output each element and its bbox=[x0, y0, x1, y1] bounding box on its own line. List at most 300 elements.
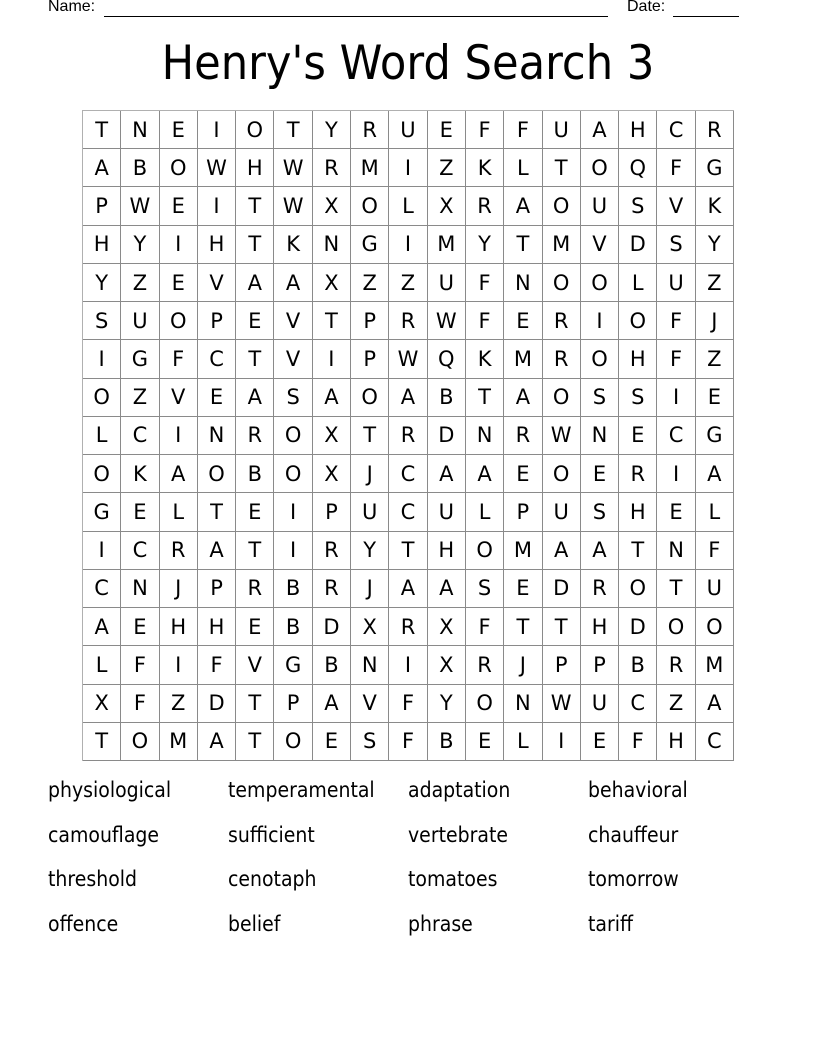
grid-cell: U bbox=[543, 111, 581, 149]
grid-cell: C bbox=[619, 685, 657, 723]
grid-cell: X bbox=[83, 685, 121, 723]
grid-cell: A bbox=[581, 111, 619, 149]
grid-cell: S bbox=[274, 379, 312, 417]
date-blank-line bbox=[673, 16, 739, 17]
grid-cell: V bbox=[274, 302, 312, 340]
grid-cell: G bbox=[696, 149, 734, 187]
grid-cell: F bbox=[389, 723, 427, 761]
grid-cell: F bbox=[389, 685, 427, 723]
grid-cell: V bbox=[236, 646, 274, 684]
grid-cell: T bbox=[236, 187, 274, 225]
grid-cell: R bbox=[657, 646, 695, 684]
grid-cell: A bbox=[581, 532, 619, 570]
grid-cell: O bbox=[696, 608, 734, 646]
grid-cell: A bbox=[696, 455, 734, 493]
grid-cell: Y bbox=[466, 226, 504, 264]
grid-cell: F bbox=[466, 111, 504, 149]
word-list-item: tomatoes bbox=[408, 867, 498, 892]
grid-cell: H bbox=[581, 608, 619, 646]
grid-cell: I bbox=[543, 723, 581, 761]
grid-cell: Y bbox=[121, 226, 159, 264]
grid-cell: R bbox=[619, 455, 657, 493]
grid-cell: V bbox=[198, 264, 236, 302]
word-list-item: cenotaph bbox=[228, 867, 317, 892]
grid-cell: I bbox=[160, 417, 198, 455]
grid-cell: Z bbox=[657, 685, 695, 723]
grid-cell: F bbox=[121, 685, 159, 723]
grid-cell: F bbox=[657, 302, 695, 340]
grid-cell: K bbox=[466, 149, 504, 187]
grid-cell: S bbox=[466, 570, 504, 608]
grid-cell: F bbox=[696, 532, 734, 570]
grid-cell: E bbox=[236, 302, 274, 340]
word-list-item: tomorrow bbox=[588, 867, 679, 892]
grid-cell: T bbox=[236, 723, 274, 761]
grid-cell: O bbox=[619, 570, 657, 608]
grid-cell: A bbox=[389, 570, 427, 608]
grid-cell: P bbox=[198, 570, 236, 608]
grid-cell: P bbox=[581, 646, 619, 684]
grid-cell: B bbox=[313, 646, 351, 684]
grid-cell: M bbox=[696, 646, 734, 684]
grid-cell: W bbox=[121, 187, 159, 225]
grid-cell: L bbox=[83, 417, 121, 455]
grid-cell: O bbox=[351, 187, 389, 225]
grid-cell: K bbox=[121, 455, 159, 493]
grid-cell: E bbox=[466, 723, 504, 761]
grid-cell: Y bbox=[428, 685, 466, 723]
grid-cell: A bbox=[428, 570, 466, 608]
grid-cell: I bbox=[83, 340, 121, 378]
grid-cell: T bbox=[504, 226, 542, 264]
grid-cell: X bbox=[351, 608, 389, 646]
word-list-item: physiological bbox=[48, 778, 172, 802]
grid-cell: M bbox=[351, 149, 389, 187]
grid-cell: E bbox=[160, 187, 198, 225]
grid-cell: G bbox=[121, 340, 159, 378]
grid-cell: M bbox=[504, 340, 542, 378]
grid-cell: F bbox=[504, 111, 542, 149]
grid-cell: A bbox=[696, 685, 734, 723]
grid-cell: O bbox=[466, 532, 504, 570]
grid-cell: F bbox=[657, 340, 695, 378]
grid-cell: X bbox=[428, 187, 466, 225]
grid-cell: E bbox=[121, 608, 159, 646]
grid-cell: U bbox=[428, 264, 466, 302]
grid-cell: I bbox=[83, 532, 121, 570]
grid-cell: W bbox=[198, 149, 236, 187]
grid-cell: D bbox=[428, 417, 466, 455]
grid-cell: P bbox=[504, 493, 542, 531]
grid-cell: T bbox=[313, 302, 351, 340]
grid-cell: H bbox=[83, 226, 121, 264]
name-blank-line bbox=[104, 16, 608, 17]
grid-cell: I bbox=[274, 493, 312, 531]
grid-cell: O bbox=[160, 302, 198, 340]
grid-cell: P bbox=[83, 187, 121, 225]
grid-cell: I bbox=[657, 379, 695, 417]
grid-cell: X bbox=[313, 455, 351, 493]
grid-cell: W bbox=[543, 417, 581, 455]
grid-cell: J bbox=[504, 646, 542, 684]
grid-cell: X bbox=[428, 608, 466, 646]
grid-cell: C bbox=[198, 340, 236, 378]
grid-cell: F bbox=[619, 723, 657, 761]
grid-cell: L bbox=[160, 493, 198, 531]
grid-cell: L bbox=[619, 264, 657, 302]
grid-cell: C bbox=[83, 570, 121, 608]
grid-cell: G bbox=[696, 417, 734, 455]
grid-cell: W bbox=[389, 340, 427, 378]
grid-cell: F bbox=[466, 264, 504, 302]
grid-cell: V bbox=[274, 340, 312, 378]
grid-cell: T bbox=[198, 493, 236, 531]
grid-cell: V bbox=[160, 379, 198, 417]
grid-cell: B bbox=[121, 149, 159, 187]
grid-cell: E bbox=[313, 723, 351, 761]
grid-cell: G bbox=[83, 493, 121, 531]
grid-cell: N bbox=[121, 570, 159, 608]
grid-cell: U bbox=[389, 111, 427, 149]
grid-cell: A bbox=[236, 264, 274, 302]
grid-cell: I bbox=[389, 646, 427, 684]
grid-cell: H bbox=[160, 608, 198, 646]
grid-cell: Q bbox=[619, 149, 657, 187]
grid-cell: A bbox=[428, 455, 466, 493]
grid-cell: C bbox=[121, 532, 159, 570]
grid-cell: O bbox=[619, 302, 657, 340]
grid-cell: E bbox=[428, 111, 466, 149]
grid-cell: R bbox=[313, 149, 351, 187]
grid-cell: A bbox=[466, 455, 504, 493]
grid-cell: A bbox=[160, 455, 198, 493]
word-list-item: temperamental bbox=[228, 778, 375, 802]
grid-cell: B bbox=[274, 608, 312, 646]
grid-cell: A bbox=[313, 685, 351, 723]
word-list-item: sufficient bbox=[228, 822, 315, 847]
word-list-item: behavioral bbox=[588, 778, 688, 802]
grid-cell: H bbox=[619, 111, 657, 149]
grid-cell: A bbox=[313, 379, 351, 417]
grid-cell: G bbox=[274, 646, 312, 684]
grid-cell: P bbox=[351, 302, 389, 340]
grid-cell: N bbox=[466, 417, 504, 455]
grid-cell: E bbox=[160, 264, 198, 302]
grid-cell: Z bbox=[121, 379, 159, 417]
grid-cell: I bbox=[657, 455, 695, 493]
word-list-item: chauffeur bbox=[588, 822, 679, 847]
grid-cell: A bbox=[274, 264, 312, 302]
grid-cell: T bbox=[236, 226, 274, 264]
grid-cell: F bbox=[466, 608, 504, 646]
grid-cell: E bbox=[581, 455, 619, 493]
grid-cell: J bbox=[351, 455, 389, 493]
grid-cell: N bbox=[121, 111, 159, 149]
grid-cell: X bbox=[428, 646, 466, 684]
grid-cell: T bbox=[543, 608, 581, 646]
grid-cell: I bbox=[160, 646, 198, 684]
page-title: Henry's Word Search 3 bbox=[161, 36, 655, 91]
grid-cell: C bbox=[389, 455, 427, 493]
grid-cell: N bbox=[313, 226, 351, 264]
grid-cell: C bbox=[696, 723, 734, 761]
grid-cell: B bbox=[619, 646, 657, 684]
grid-cell: A bbox=[389, 379, 427, 417]
grid-cell: R bbox=[504, 417, 542, 455]
grid-cell: W bbox=[274, 149, 312, 187]
grid-cell: A bbox=[83, 149, 121, 187]
grid-cell: O bbox=[198, 455, 236, 493]
word-list-item: adaptation bbox=[408, 778, 511, 802]
grid-cell: T bbox=[543, 149, 581, 187]
grid-cell: E bbox=[121, 493, 159, 531]
grid-cell: P bbox=[351, 340, 389, 378]
grid-cell: O bbox=[581, 149, 619, 187]
grid-cell: Q bbox=[428, 340, 466, 378]
grid-cell: M bbox=[428, 226, 466, 264]
grid-cell: O bbox=[543, 264, 581, 302]
grid-cell: W bbox=[428, 302, 466, 340]
grid-cell: R bbox=[160, 532, 198, 570]
grid-cell: O bbox=[543, 455, 581, 493]
grid-cell: A bbox=[198, 532, 236, 570]
grid-cell: O bbox=[581, 340, 619, 378]
grid-cell: Y bbox=[351, 532, 389, 570]
grid-cell: E bbox=[657, 493, 695, 531]
grid-cell: D bbox=[313, 608, 351, 646]
grid-cell: P bbox=[313, 493, 351, 531]
grid-cell: E bbox=[160, 111, 198, 149]
grid-cell: H bbox=[236, 149, 274, 187]
grid-cell: V bbox=[657, 187, 695, 225]
grid-cell: W bbox=[543, 685, 581, 723]
grid-cell: J bbox=[160, 570, 198, 608]
grid-cell: U bbox=[581, 187, 619, 225]
grid-cell: S bbox=[351, 723, 389, 761]
grid-cell: S bbox=[657, 226, 695, 264]
word-list-item: offence bbox=[48, 911, 119, 936]
grid-cell: Z bbox=[351, 264, 389, 302]
grid-cell: O bbox=[274, 723, 312, 761]
grid-cell: E bbox=[236, 608, 274, 646]
grid-cell: T bbox=[274, 111, 312, 149]
grid-cell: U bbox=[351, 493, 389, 531]
grid-cell: O bbox=[274, 455, 312, 493]
grid-cell: R bbox=[351, 111, 389, 149]
grid-cell: X bbox=[313, 264, 351, 302]
grid-cell: L bbox=[389, 187, 427, 225]
grid-cell: I bbox=[389, 149, 427, 187]
grid-cell: O bbox=[466, 685, 504, 723]
grid-cell: P bbox=[543, 646, 581, 684]
grid-cell: I bbox=[581, 302, 619, 340]
grid-cell: F bbox=[121, 646, 159, 684]
grid-cell: K bbox=[696, 187, 734, 225]
grid-cell: R bbox=[696, 111, 734, 149]
grid-cell: B bbox=[428, 723, 466, 761]
grid-cell: O bbox=[274, 417, 312, 455]
grid-cell: R bbox=[543, 302, 581, 340]
grid-cell: N bbox=[351, 646, 389, 684]
grid-cell: C bbox=[657, 417, 695, 455]
grid-cell: F bbox=[160, 340, 198, 378]
grid-cell: O bbox=[581, 264, 619, 302]
grid-cell: Y bbox=[83, 264, 121, 302]
grid-cell: U bbox=[428, 493, 466, 531]
grid-cell: Z bbox=[428, 149, 466, 187]
grid-cell: R bbox=[466, 187, 504, 225]
grid-cell: H bbox=[619, 340, 657, 378]
grid-cell: R bbox=[543, 340, 581, 378]
grid-cell: T bbox=[236, 685, 274, 723]
grid-cell: T bbox=[236, 340, 274, 378]
grid-cell: S bbox=[581, 379, 619, 417]
grid-cell: B bbox=[236, 455, 274, 493]
grid-cell: O bbox=[236, 111, 274, 149]
grid-cell: L bbox=[466, 493, 504, 531]
grid-cell: D bbox=[543, 570, 581, 608]
grid-cell: A bbox=[504, 187, 542, 225]
grid-cell: C bbox=[389, 493, 427, 531]
grid-cell: O bbox=[543, 379, 581, 417]
grid-cell: R bbox=[466, 646, 504, 684]
grid-cell: T bbox=[466, 379, 504, 417]
grid-cell: U bbox=[581, 685, 619, 723]
grid-cell: N bbox=[198, 417, 236, 455]
grid-cell: F bbox=[657, 149, 695, 187]
grid-cell: Y bbox=[313, 111, 351, 149]
grid-cell: N bbox=[504, 264, 542, 302]
grid-cell: A bbox=[543, 532, 581, 570]
worksheet-header bbox=[0, 0, 816, 20]
grid-cell: E bbox=[504, 570, 542, 608]
grid-cell: H bbox=[657, 723, 695, 761]
grid-cell: Z bbox=[160, 685, 198, 723]
grid-cell: S bbox=[619, 187, 657, 225]
grid-cell: B bbox=[428, 379, 466, 417]
grid-cell: H bbox=[428, 532, 466, 570]
grid-cell: I bbox=[160, 226, 198, 264]
grid-cell: O bbox=[83, 379, 121, 417]
grid-cell: N bbox=[657, 532, 695, 570]
grid-cell: A bbox=[198, 723, 236, 761]
grid-cell: B bbox=[274, 570, 312, 608]
grid-cell: V bbox=[581, 226, 619, 264]
grid-cell: Z bbox=[121, 264, 159, 302]
grid-cell: T bbox=[83, 723, 121, 761]
grid-cell: K bbox=[274, 226, 312, 264]
grid-cell: E bbox=[198, 379, 236, 417]
grid-cell: S bbox=[581, 493, 619, 531]
grid-cell: I bbox=[389, 226, 427, 264]
word-list-item: belief bbox=[228, 911, 281, 936]
grid-cell: P bbox=[274, 685, 312, 723]
grid-cell: S bbox=[83, 302, 121, 340]
word-list-item: camouflage bbox=[48, 822, 160, 847]
grid-cell: X bbox=[313, 417, 351, 455]
grid-cell: Z bbox=[696, 340, 734, 378]
word-list-item: threshold bbox=[48, 867, 138, 892]
grid-cell: D bbox=[619, 226, 657, 264]
grid-cell: I bbox=[198, 187, 236, 225]
grid-cell: H bbox=[198, 226, 236, 264]
grid-cell: R bbox=[313, 532, 351, 570]
word-list-item: tariff bbox=[588, 911, 634, 936]
grid-cell: A bbox=[83, 608, 121, 646]
grid-cell: X bbox=[313, 187, 351, 225]
grid-cell: Z bbox=[696, 264, 734, 302]
grid-cell: U bbox=[657, 264, 695, 302]
grid-cell: M bbox=[160, 723, 198, 761]
grid-cell: E bbox=[619, 417, 657, 455]
grid-cell: D bbox=[198, 685, 236, 723]
grid-cell: I bbox=[198, 111, 236, 149]
grid-cell: R bbox=[389, 417, 427, 455]
grid-cell: N bbox=[581, 417, 619, 455]
grid-cell: K bbox=[466, 340, 504, 378]
grid-cell: H bbox=[619, 493, 657, 531]
grid-cell: U bbox=[121, 302, 159, 340]
name-label: Name: bbox=[48, 0, 96, 15]
grid-cell: N bbox=[504, 685, 542, 723]
grid-cell: O bbox=[351, 379, 389, 417]
grid-cell: P bbox=[198, 302, 236, 340]
grid-cell: E bbox=[581, 723, 619, 761]
grid-cell: W bbox=[274, 187, 312, 225]
grid-cell: T bbox=[351, 417, 389, 455]
grid-cell: E bbox=[696, 379, 734, 417]
grid-cell: G bbox=[351, 226, 389, 264]
word-search-grid bbox=[82, 110, 734, 761]
grid-cell: H bbox=[198, 608, 236, 646]
grid-cell: C bbox=[657, 111, 695, 149]
grid-cell: M bbox=[543, 226, 581, 264]
grid-cell: T bbox=[389, 532, 427, 570]
grid-cell: R bbox=[313, 570, 351, 608]
grid-cell: F bbox=[198, 646, 236, 684]
grid-cell: T bbox=[236, 532, 274, 570]
grid-cell: O bbox=[657, 608, 695, 646]
grid-cell: R bbox=[236, 570, 274, 608]
grid-cell: U bbox=[696, 570, 734, 608]
grid-cell: R bbox=[581, 570, 619, 608]
grid-cell: O bbox=[121, 723, 159, 761]
grid-cell: R bbox=[236, 417, 274, 455]
grid-cell: L bbox=[83, 646, 121, 684]
grid-cell: L bbox=[696, 493, 734, 531]
grid-cell: E bbox=[236, 493, 274, 531]
grid-cell: F bbox=[466, 302, 504, 340]
grid-cell: L bbox=[504, 723, 542, 761]
grid-cell: O bbox=[160, 149, 198, 187]
grid-cell: V bbox=[351, 685, 389, 723]
grid-cell: R bbox=[389, 608, 427, 646]
grid-cell: A bbox=[504, 379, 542, 417]
grid-cell: Z bbox=[389, 264, 427, 302]
grid-cell: R bbox=[389, 302, 427, 340]
grid-cell: T bbox=[504, 608, 542, 646]
grid-cell: C bbox=[121, 417, 159, 455]
grid-cell: T bbox=[657, 570, 695, 608]
grid-cell: E bbox=[504, 302, 542, 340]
grid-cell: T bbox=[83, 111, 121, 149]
grid-cell: U bbox=[543, 493, 581, 531]
grid-cell: J bbox=[696, 302, 734, 340]
word-list-item: phrase bbox=[408, 911, 473, 936]
grid-cell: A bbox=[236, 379, 274, 417]
date-label: Date: bbox=[627, 0, 666, 15]
grid-cell: I bbox=[274, 532, 312, 570]
